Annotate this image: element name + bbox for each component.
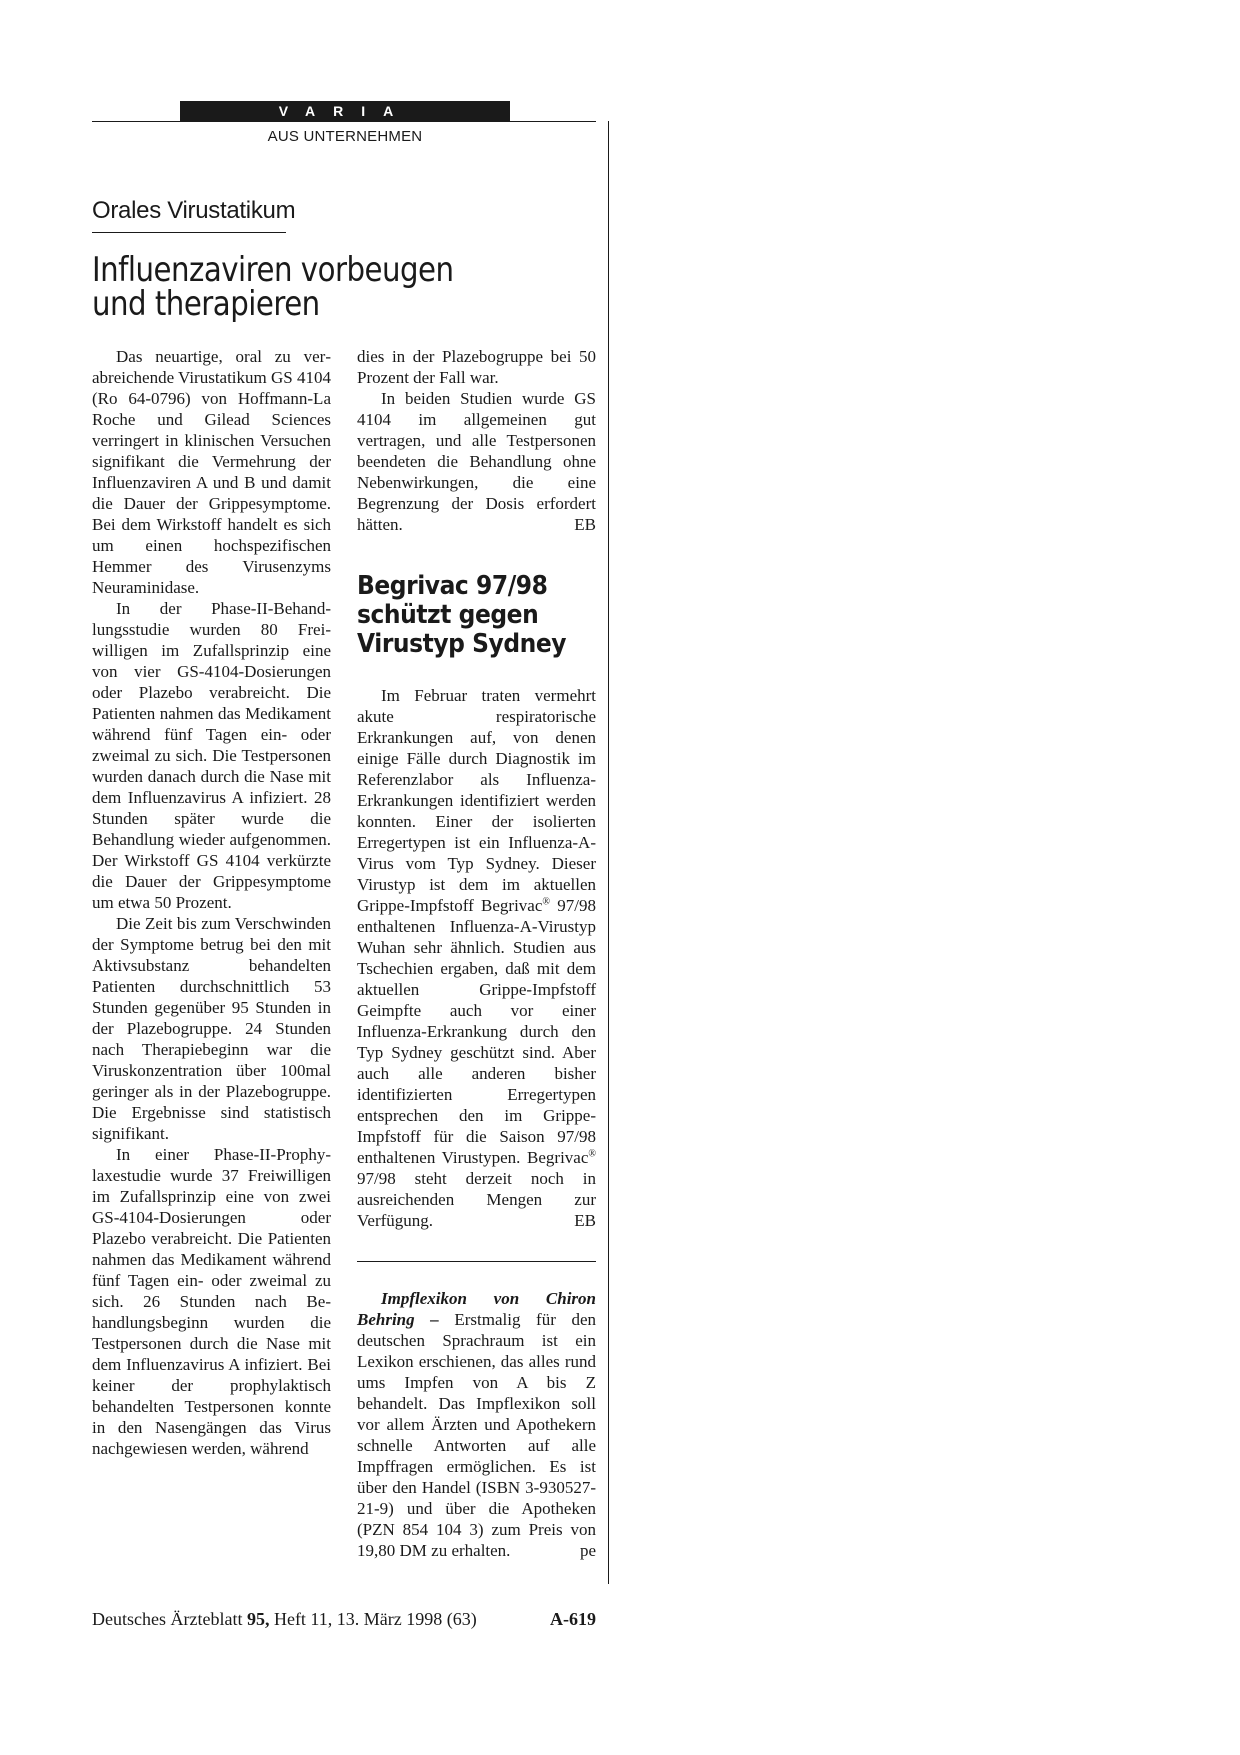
paragraph-text: Im Februar traten vermehrt akute respiratorische Erkrankungen auf, von denen einige Fälle durch Diagnostik im Referenzlabor als Influenza-Erkrankungen identifiziert werden konnten. Einer der isolierten Erregertypen ist ein Influenza-A-Virus vom Typ Sydney. Dieser Virustyp ist dem im aktuellen Grippe-Impfstoff Begrivac bbox=[357, 686, 596, 915]
run-in-heading: Impflexikon von Chiron Behring – bbox=[357, 1289, 596, 1329]
author-signature: EB bbox=[574, 1211, 596, 1230]
paragraph: In einer Phase-II-Prophylaxestudie wurde 37 Freiwilligen im Zufallsprinzip eine von zwei GS-4104-Dosierungen oder Plazebo verabreicht. Die Patienten nahmen das Medikament während fünf Tagen ein- oder zweimal zu sich. 26 Stunden nach Behandlungsbeginn wurden die Testpersonen durch die Nase mit dem Influenzavirus A infiziert. Bei keiner der prophylaktisch behandelten Testpersonen konnte in den Nasengängen das Virus nachgewiesen werden, während bbox=[92, 1145, 331, 1458]
paragraph-text: In beiden Studien wurde GS 4104 im allgemeinen gut vertragen, und alle Testpersonen beendeten die Behandlung ohne Nebenwirkungen, die eine Begrenzung der Dosis erfordert hätten. bbox=[357, 389, 596, 534]
registered-mark: ® bbox=[542, 896, 550, 908]
text-column-right bbox=[357, 346, 596, 1561]
volume: 95, bbox=[246, 1609, 270, 1629]
section-label: AUS UNTERNEHMEN bbox=[267, 128, 423, 145]
article-2-headline bbox=[357, 572, 591, 659]
text-column-left bbox=[92, 346, 331, 1459]
paragraph: Die Zeit bis zum Verschwinden der Symptome betrug bei den mit Aktivsubstanz behandelten Patienten durchschnittlich 53 Stunden gegenüber 95 Stunden in der Plazebogruppe. 24 Stunden nach Therapiebeginn war die Viruskonzentration über 100mal geringer als in der Plazebogruppe. Die Ergebnisse sind statistisch signifikant. bbox=[92, 914, 331, 1143]
footer-citation bbox=[92, 1609, 477, 1630]
header-rule bbox=[92, 121, 596, 122]
article-headline bbox=[92, 250, 522, 324]
column-rule bbox=[608, 121, 609, 1584]
paragraph-continuation: dies in der Plazebogruppe bei 50 Prozent der Fall war. bbox=[357, 347, 596, 387]
paragraph-text: Erstmalig für den deutschen Sprachraum ist ein Lexikon erschienen, das alles rund ums Impfen von A bis Z behandelt. Das Impflexikon soll vor allem Ärzten und Apothekern schnelle Antworten auf alle Impffragen ermöglichen. Es ist über den Handel (ISBN 3-930527-21-9) und über die Apotheken (PZN 854 104 3) zum Preis von 19,80 DM zu erhalten. bbox=[357, 1310, 597, 1560]
news-item bbox=[357, 1288, 596, 1561]
author-signature: pe bbox=[579, 1541, 596, 1560]
page-number: A-619 bbox=[550, 1609, 596, 1629]
paragraph-text: 97/98 steht derzeit noch in ausreichenden Mengen zur Verfügung. bbox=[357, 1169, 596, 1230]
headline-line-2: und therapieren bbox=[92, 284, 320, 324]
separator-rule bbox=[357, 1261, 596, 1262]
paragraph bbox=[357, 685, 596, 1231]
paragraph: In der Phase-II-Behandlungsstudie wurden 80 Freiwilligen im Zufallsprinzip eine von vier GS-4104-Dosierungen oder Plazebo verabreicht. Die Patienten nahmen das Medikament während fünf Tagen ein- oder zweimal zu sich. Die Testpersonen wurden danach durch die Nase mit dem Influenzavirus A infiziert. 28 Stunden später wurde die Behandlung wieder aufgenommen. Der Wirkstoff GS 4104 verkürzte die Dauer der Grippesymptome um etwa 50 Prozent. bbox=[92, 599, 331, 912]
article-kicker: Orales Virustatikum bbox=[92, 197, 296, 224]
paragraph: Das neuartige, oral zu verabreichende Virustatikum GS 4104 (Ro 64-0796) von Hoffmann-La Roche und Gilead Sciences verringert in klinischen Versuchen signifikant die Vermehrung der Influenzaviren A und B und damit die Dauer der Grippesymptome. Bei dem Wirkstoff handelt es sich um einen hochspezifischen Hemmer des Virusenzyms Neuraminidase. bbox=[92, 347, 331, 597]
kicker-underline bbox=[92, 232, 286, 233]
section-bar: VARIA bbox=[180, 101, 510, 121]
issue-info: Heft 11, 13. März 1998 (63) bbox=[273, 1609, 477, 1629]
paragraph-text: 97/98 enthaltenen Influenza-A-Virustyp Wuhan sehr ähnlich. Studien aus Tschechien ergaben, daß mit dem aktuellen Grippe-Impfstoff Geimpfte auch vor einer Influenza-Erkrankung durch den Typ Sydney geschützt sind. Aber auch alle anderen bisher identifizierten Erregertypen entsprechen den im Grippe-Impfstoff für die Saison 97/98 enthaltenen Virustypen. Begrivac bbox=[357, 896, 596, 1167]
subhead-line-2: schützt gegen bbox=[357, 600, 539, 630]
author-signature: EB bbox=[574, 515, 596, 534]
page-footer bbox=[92, 1609, 596, 1630]
subhead-line-3: Virustyp Sydney bbox=[357, 629, 567, 659]
subhead-line-1: Begrivac 97/98 bbox=[357, 571, 548, 601]
journal-name: Deutsches Ärzteblatt bbox=[92, 1609, 243, 1629]
headline-line-1: Influenzaviren vorbeugen bbox=[92, 250, 454, 290]
registered-mark: ® bbox=[588, 1148, 596, 1160]
paragraph bbox=[357, 388, 596, 535]
